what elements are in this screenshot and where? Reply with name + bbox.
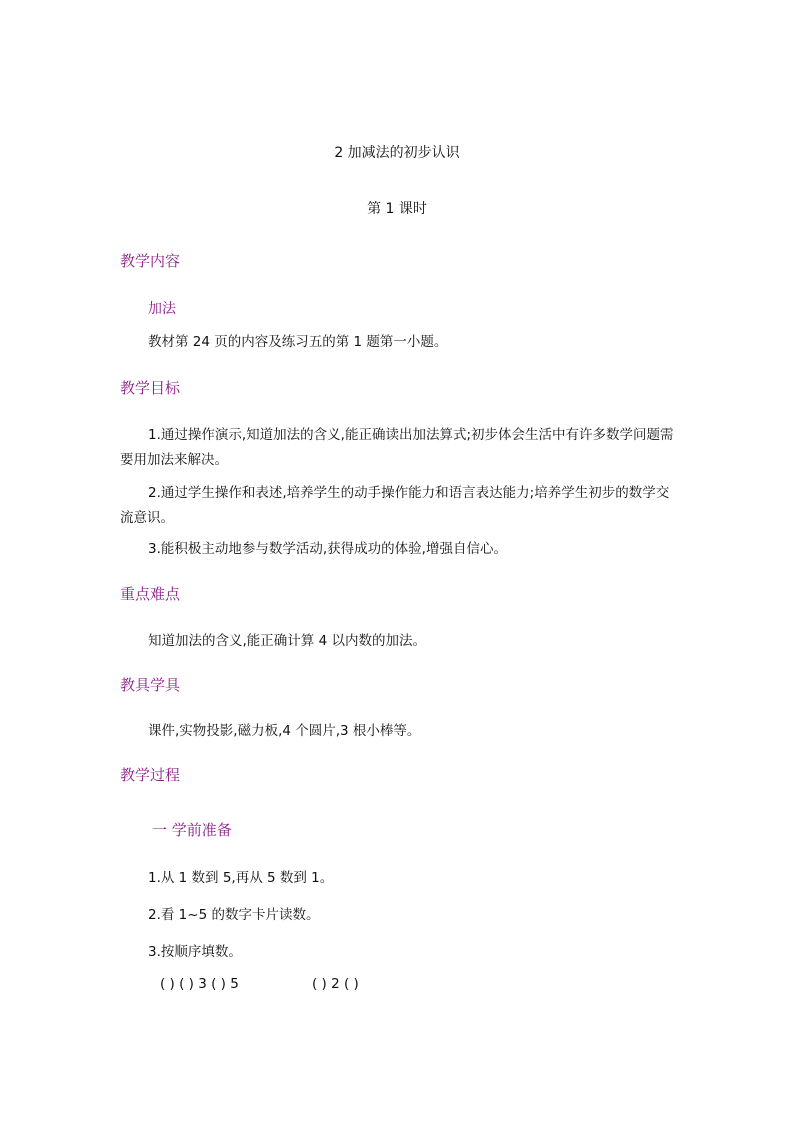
section-heading-objectives: 教学目标 [120, 379, 181, 397]
step1-item-3: 3.按顺序填数。 [148, 944, 242, 960]
step1-item-2: 2.看 1~5 的数字卡片读数。 [148, 907, 320, 923]
section-heading-tools: 教具学具 [120, 676, 181, 694]
content-text: 教材第 24 页的内容及练习五的第 1 题第一小题。 [148, 334, 448, 350]
tools-text: 课件,实物投影,磁力板,4 个圆片,3 根小棒等。 [148, 723, 421, 739]
step1-item-1: 1.从 1 数到 5,再从 5 数到 1。 [148, 870, 334, 886]
section-heading-process: 教学过程 [120, 766, 181, 784]
objective-item-1: 1.通过操作演示,知道加法的含义,能正确读出加法算式;初步体会生活中有许多数学问题需要用加法来解决。 [120, 427, 674, 468]
fill-blanks-sequence-left: ( ) ( ) 3 ( ) 5 [160, 976, 239, 992]
content-subheading: 加法 [148, 301, 176, 317]
step1-heading: 一 学前准备 [152, 821, 232, 839]
section-heading-key-points: 重点难点 [120, 585, 181, 603]
objective-item-2: 2.通过学生操作和表述,培养学生的动手操作能力和语言表达能力;培养学生初步的数学交流意识。 [120, 485, 670, 526]
key-points-text: 知道加法的含义,能正确计算 4 以内数的加法。 [148, 633, 426, 649]
fill-blanks-sequence-right: ( ) 2 ( ) [312, 976, 359, 992]
page-title: 2 加减法的初步认识 [334, 145, 460, 161]
lesson-subtitle: 第 1 课时 [367, 201, 427, 217]
objective-item-3: 3.能积极主动地参与数学活动,获得成功的体验,增强自信心。 [148, 541, 507, 557]
section-heading-content: 教学内容 [120, 252, 181, 270]
